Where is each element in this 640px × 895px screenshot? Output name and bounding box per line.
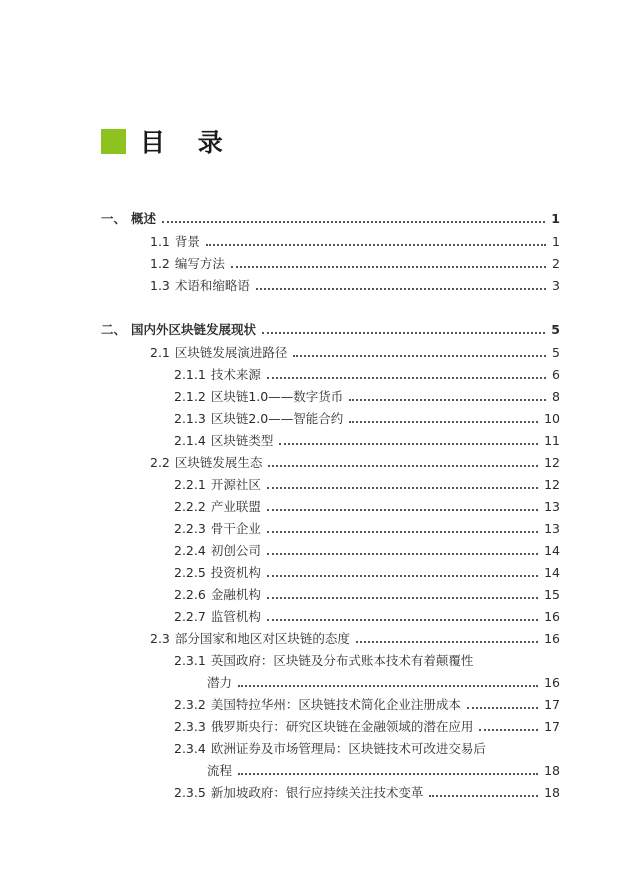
- toc-entry-title: 骨干企业: [210, 521, 261, 536]
- dot-leader: [267, 377, 546, 379]
- toc-entry-page-number: 5: [552, 345, 560, 360]
- toc-entry-page-number: 16: [544, 675, 560, 690]
- toc-entry-title: 监管机构: [210, 609, 261, 624]
- toc-entry-title: 国内外区块链发展现状: [131, 322, 257, 337]
- toc-entry-number: 2.2.6: [174, 587, 206, 602]
- toc-entry-number: 2.2.4: [174, 543, 206, 558]
- toc-entry-page-number: 18: [544, 763, 560, 778]
- toc-entry[interactable]: [207, 671, 560, 691]
- toc-entry-page-number: 15: [544, 587, 560, 602]
- toc-entry-page-number: 10: [544, 411, 560, 426]
- toc-entry[interactable]: [101, 207, 560, 227]
- toc-entry-number: 2.2.2: [174, 499, 206, 514]
- toc-entry[interactable]: [101, 318, 560, 338]
- toc-entry[interactable]: [174, 517, 560, 537]
- toc-entry-number: 2.1.3: [174, 411, 206, 426]
- dot-leader: [267, 619, 538, 621]
- toc-entry[interactable]: [174, 649, 560, 669]
- toc-entry-page-number: 1: [551, 211, 560, 226]
- dot-leader: [231, 266, 546, 268]
- toc-entry-number: 2.3: [150, 631, 170, 646]
- toc-entry[interactable]: [150, 627, 560, 647]
- toc-entry-page-number: 14: [544, 543, 560, 558]
- dot-leader: [267, 553, 538, 555]
- dot-leader: [349, 421, 538, 423]
- toc-entry-page-number: 8: [552, 389, 560, 404]
- toc-entry-title: 区块链发展生态: [174, 455, 263, 470]
- toc-entry[interactable]: [150, 341, 560, 361]
- dot-leader: [238, 773, 538, 775]
- toc-entry[interactable]: [174, 583, 560, 603]
- toc-entry-number: 2.1.1: [174, 367, 206, 382]
- toc-entry-page-number: 3: [552, 278, 560, 293]
- dot-leader: [293, 355, 546, 357]
- toc-entry-number: 1.1: [150, 234, 170, 249]
- toc-entry-title: 编写方法: [174, 256, 225, 271]
- toc-entry[interactable]: [150, 230, 560, 250]
- dot-leader: [279, 443, 538, 445]
- dot-leader: [238, 685, 538, 687]
- toc-entry[interactable]: [150, 451, 560, 471]
- toc-entry-title: 潜力: [207, 675, 233, 690]
- toc-entry[interactable]: [150, 252, 560, 272]
- toc-entry-page-number: 14: [544, 565, 560, 580]
- toc-entry-title: 区块链发展演进路径: [174, 345, 288, 360]
- toc-entry-title: 欧洲证券及市场管理局：区块链技术可改进交易后: [210, 741, 486, 756]
- dot-leader: [356, 641, 538, 643]
- dot-leader: [467, 707, 538, 709]
- toc-entry-title: 流程: [207, 763, 233, 778]
- toc-entry[interactable]: [174, 781, 560, 801]
- toc-entry-title: 技术来源: [210, 367, 261, 382]
- toc-entry-page-number: 17: [544, 697, 560, 712]
- toc-entry-title: 概述: [131, 211, 157, 226]
- toc-entry[interactable]: [174, 715, 560, 735]
- dot-leader: [349, 399, 546, 401]
- toc-entry-number: 1.2: [150, 256, 170, 271]
- toc-entry-title: 初创公司: [210, 543, 261, 558]
- toc-entry-title: 区块链1.0——数字货币: [210, 389, 344, 404]
- dot-leader: [262, 332, 545, 334]
- toc-entry-page-number: 18: [544, 785, 560, 800]
- toc-entry[interactable]: [150, 274, 560, 294]
- toc-entry-page-number: 11: [544, 433, 560, 448]
- toc-entry-title: 产业联盟: [210, 499, 261, 514]
- toc-entry[interactable]: [174, 363, 560, 383]
- toc-entry[interactable]: [174, 737, 560, 757]
- toc-entry-number: 2.3.2: [174, 697, 206, 712]
- toc-entry-number: 2.3.4: [174, 741, 206, 756]
- toc-entry-number: 2.2.3: [174, 521, 206, 536]
- toc-entry-page-number: 13: [544, 521, 560, 536]
- dot-leader: [267, 509, 538, 511]
- toc-entry-number: 2.3.5: [174, 785, 206, 800]
- toc-entry-number: 2.2: [150, 455, 170, 470]
- toc-entry[interactable]: [174, 473, 560, 493]
- dot-leader: [268, 465, 538, 467]
- toc-entry-page-number: 16: [544, 609, 560, 624]
- toc-entry-title: 俄罗斯央行：研究区块链在金融领域的潜在应用: [210, 719, 474, 734]
- toc-entry-number: 2.2.1: [174, 477, 206, 492]
- toc-entry-number: 2.1.4: [174, 433, 206, 448]
- toc-entry-page-number: 12: [544, 477, 560, 492]
- toc-entry-page-number: 2: [552, 256, 560, 271]
- toc-entry-title: 新加坡政府：银行应持续关注技术变革: [210, 785, 424, 800]
- toc-entry[interactable]: [174, 495, 560, 515]
- toc-entry-page-number: 16: [544, 631, 560, 646]
- toc-entry-number: 2.1.2: [174, 389, 206, 404]
- toc-entry[interactable]: [174, 693, 560, 713]
- dot-leader: [429, 795, 538, 797]
- dot-leader: [267, 597, 538, 599]
- toc-entry-title: 部分国家和地区对区块链的态度: [174, 631, 350, 646]
- toc-entry-number: 1.3: [150, 278, 170, 293]
- toc-entry-title: 区块链类型: [210, 433, 274, 448]
- toc-entry-title: 开源社区: [210, 477, 261, 492]
- toc-entry[interactable]: [174, 407, 560, 427]
- toc-entry-number: 二、: [101, 322, 127, 337]
- toc-entry-page-number: 6: [552, 367, 560, 382]
- toc-entry-number: 2.1: [150, 345, 170, 360]
- toc-entry[interactable]: [174, 539, 560, 559]
- toc-entry-number: 2.2.7: [174, 609, 206, 624]
- toc-entry-title: 术语和缩略语: [174, 278, 250, 293]
- toc-entry[interactable]: [207, 759, 560, 779]
- toc-entry-number: 一、: [101, 211, 127, 226]
- toc-entry-title: 区块链2.0——智能合约: [210, 411, 344, 426]
- toc-entry-number: 2.2.5: [174, 565, 206, 580]
- dot-leader: [162, 221, 545, 223]
- toc-entry-page-number: 13: [544, 499, 560, 514]
- toc-entry[interactable]: [174, 385, 560, 405]
- toc-entry-title: 投资机构: [210, 565, 261, 580]
- toc-entry-title: 背景: [174, 234, 200, 249]
- toc-entry-title: 英国政府：区块链及分布式账本技术有着颠覆性: [210, 653, 474, 668]
- dot-leader: [267, 531, 538, 533]
- toc-entry[interactable]: [174, 429, 560, 449]
- dot-leader: [267, 487, 538, 489]
- toc-entry-page-number: 1: [552, 234, 560, 249]
- toc-entry[interactable]: [174, 561, 560, 581]
- dot-leader: [256, 288, 546, 290]
- toc-entry[interactable]: [174, 605, 560, 625]
- toc-entry-title: 金融机构: [210, 587, 261, 602]
- dot-leader: [267, 575, 538, 577]
- toc-entry-page-number: 5: [551, 322, 560, 337]
- toc-entry-page-number: 12: [544, 455, 560, 470]
- toc-entry-page-number: 17: [544, 719, 560, 734]
- toc-entry-title: 美国特拉华州：区块链技术简化企业注册成本: [210, 697, 461, 712]
- page-title: 目 录: [140, 128, 235, 157]
- toc-entry-number: 2.3.1: [174, 653, 206, 668]
- dot-leader: [206, 244, 546, 246]
- toc-entry-number: 2.3.3: [174, 719, 206, 734]
- dot-leader: [479, 729, 538, 731]
